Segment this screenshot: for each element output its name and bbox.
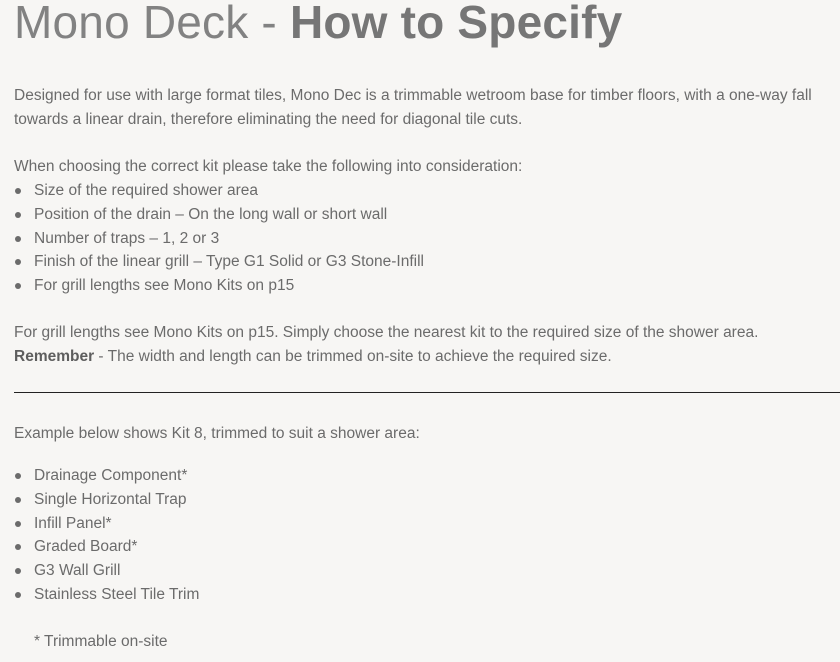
list-item-text: G3 Wall Grill [34, 562, 121, 580]
title-product: Mono Deck - [14, 0, 290, 48]
list-item-text: Number of traps – 1, 2 or 3 [34, 229, 220, 247]
bullet-icon [15, 212, 21, 218]
list-item [14, 250, 424, 274]
remember-text: - The width and length can be trimmed on-site to achieve the required size. [94, 348, 612, 365]
list-item [14, 274, 424, 298]
components-list [14, 464, 199, 607]
remember-label: Remember [14, 348, 95, 365]
list-item-text: Graded Board* [34, 538, 138, 556]
bullet-icon [15, 497, 21, 503]
list-item-text: For grill lengths see Mono Kits on p15 [34, 277, 295, 295]
list-item-text: Position of the drain – On the long wall or short wall [34, 205, 388, 223]
trimmable-footnote: * Trimmable on-site [34, 633, 168, 650]
list-item [14, 203, 424, 227]
bullet-icon [15, 592, 21, 598]
section-divider [14, 392, 840, 393]
bullet-icon [15, 283, 21, 289]
list-item-text: Finish of the linear grill – Type G1 Solid or G3 Stone-Infill [34, 253, 424, 271]
bullet-icon [15, 473, 21, 479]
list-item [14, 559, 199, 583]
bullet-icon [15, 259, 21, 265]
title-section: How to Specify [289, 0, 623, 48]
bullet-icon [15, 544, 21, 550]
list-item-text: Infill Panel* [34, 514, 112, 532]
list-item-text: Stainless Steel Tile Trim [34, 585, 200, 603]
bullet-icon [15, 188, 21, 194]
considerations-list [14, 179, 424, 298]
page-title [14, 0, 622, 52]
bullet-icon [15, 236, 21, 242]
list-item [14, 512, 199, 536]
list-item [14, 179, 424, 203]
example-intro: Example below shows Kit 8, trimmed to suit a shower area: [14, 425, 420, 442]
bullet-icon [15, 521, 21, 527]
considerations-intro: When choosing the correct kit please take the following into consideration: [14, 158, 523, 175]
intro-paragraph: Designed for use with large format tiles, Mono Dec is a trimmable wetroom base for timber floors, with a one-way fall towards a linear drain, therefore eliminating the need for diagonal tile cuts. [14, 87, 812, 128]
grill-note: For grill lengths see Mono Kits on p15. Simply choose the nearest kit to the required size of the shower area. [14, 324, 759, 341]
list-item-text: Single Horizontal Trap [34, 490, 187, 508]
list-item [14, 464, 199, 488]
remember-note [14, 345, 612, 369]
list-item [14, 227, 424, 251]
list-item-text: Size of the required shower area [34, 182, 259, 199]
list-item [14, 488, 199, 512]
list-item [14, 535, 199, 559]
list-item-text: Drainage Component* [34, 467, 188, 484]
bullet-icon [15, 568, 21, 574]
list-item [14, 583, 199, 607]
